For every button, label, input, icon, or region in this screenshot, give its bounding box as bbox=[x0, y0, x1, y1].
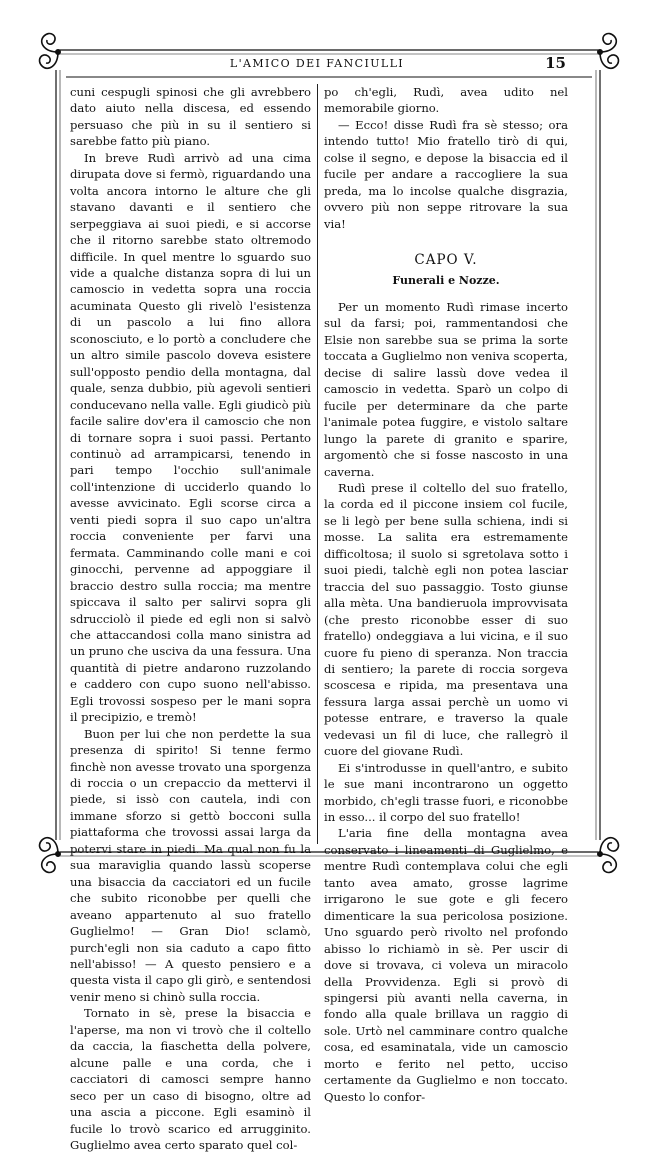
column-divider bbox=[317, 84, 318, 844]
corner-ornament-bottom-left bbox=[40, 838, 61, 873]
page-header bbox=[66, 55, 568, 75]
paragraph: Ei s'introdusse in quell'antro, e subito le sue mani incontrarono un oggetto morbido, ch'egli trasse fuori, e riconobbe in esso... il corpo del suo fratello! bbox=[324, 760, 568, 825]
paragraph: — Ecco! disse Rudì fra sè stesso; ora intendo tutto! Mio fratello tirò di qui, colse il segno, e depose la bisaccia ed il fucile per andare a raccogliere la sua preda, ma lo incolse qualche disgrazia, ovvero più non seppe ritrovare la sua via! bbox=[324, 117, 568, 231]
paragraph: po ch'egli, Rudì, avea udito nel memorabile giorno. bbox=[324, 85, 568, 116]
chapter-title: CAPO V. bbox=[414, 252, 478, 269]
paragraph: Buon per lui che non perdette la sua presenza di spirito! Si tenne fermo finchè non avesse trovato una sporgenza di roccia o un crepaccio da mettervi il piede, si issò con cautela, indi con immane sforzo si gettò bocconi sulla piattaforma che trovossi assai larga da potervi stare in piedi. Ma qual non fu la sua maraviglia quando lassù scoperse una bisaccia da cacciatori ed un fucile che subito riconobbe per quelli che aveano appartenuto al suo fratello Guglielmo! — Gran Dio! sclamò, purch'egli non sia caduto a capo fitto nell'abisso! — A questo pensiero e a questa vista il capo gli girò, e sentendosi venir meno si chinò sulla roccia. bbox=[70, 726, 311, 1004]
paragraph: Tornato in sè, prese la bisaccia e l'aperse, ma non vi trovò che il coltello da caccia, la fiaschetta della polvere, alcune palle e una corda, che i cacciatori di camosci sempre hanno seco per un caso di bisogno, oltre ad una ascia a piccone. Egli esaminò il fucile lo trovò scarico ed arrugginito. Guglielmo avea certo sparato quel col- bbox=[70, 1006, 311, 1152]
corner-ornament-top-right bbox=[598, 34, 619, 69]
paragraph: Per un momento Rudì rimase incerto sul da farsi; poi, rammentandosi che Elsie non sarebbe sua se prima la sorte toccata a Guglielmo non veniva scoperta, decise di salire lassù dove vedea il camoscio in vedetta. Sparò un colpo di fucile per determinare da che parte l'animale potea fuggire, e vistolo saltare lungo la parete di granito e sparire, argomentò che si fosse nascosto in una caverna. bbox=[324, 299, 568, 479]
paragraph: Rudì prese il coltello del suo fratello, la corda ed il piccone insiem col fucile, se li legò per bene sulla schiena, indi si mosse. La salita era estremamente difficoltosa; il suolo si sgretolava sotto i suoi piedi, talchè egli non potea lasciar traccia del suo passaggio. Tosto giunse alla mèta. Una bandieruola improvvisata (che presto riconobbe esser di suo fratello) ondeggiava a lui vicina, e il suo cuore fu pieno di speranza. Non traccia di sentiero; la parete di roccia sorgeva scoscesa e ripida, ma presentava una fessura larga assai perchè un uomo vi potesse entrare, e traverso la quale vedevasi un fil di luce, che rallegrò il cuore del giovane Rudì. bbox=[324, 480, 568, 759]
chapter-subtitle: Funerali e Nozze. bbox=[392, 273, 500, 287]
corner-ornament-bottom-right bbox=[598, 838, 619, 873]
running-head: L'AMICO DEI FANCIULLI bbox=[229, 57, 405, 70]
paragraph: cuni cespugli spinosi che gli avrebbero dato aiuto nella discesa, ed essendo persuaso che più in su il sentiero si sarebbe fatto più piano. bbox=[70, 85, 311, 149]
paragraph: L'aria fine della montagna avea conservato i lineamenti di Guglielmo, e mentre Rudì contemplava colui che egli tanto avea amato, grosse lagrime irrigarono le sue gote e gli fecero dimenticare la sua pericolosa posizione. Uno sguardo però rivolto nel profondo abisso lo richiamò in sè. Per uscir di dove si trovava, ci voleva un miracolo della Provvidenza. Egli si provò di spingersi più avanti nella caverna, in fondo alla quale brillava un raggio di sole. Urtò nel camminare contro qualche cosa, ed esaminatala, vide un camoscio morto e ferito nel petto, ucciso certamente da Guglielmo e non toccato. Questo lo confor- bbox=[324, 826, 568, 1104]
page-number: 15 bbox=[545, 54, 566, 72]
paragraph: In breve Rudì arrivò ad una cima dirupata dove si fermò, riguardando una volta ancora intorno le alture che gli stavano davanti e il sentiero che serpeggiava ai suoi piedi, e si accorse che il ritorno sarebbe stato oltremodo difficile. In quel mentre lo sguardo suo vide a qualche distanza sopra di lui un camoscio in vedetta sopra una roccia acuminata Questo gli rivelò l'esistenza di un pascolo a lui fino allora sconosciuto, e lo portò a concludere che un altro simile pascolo doveva esistere sull'opposto pendio della montagna, dal quale, senza dubbio, più agevoli sentieri conducevano nella valle. Egli giudicò più facile salire dov'era il camoscio che non di tornare sopra i suoi passi. Pertanto continuò ad arrampicarsi, tenendo in pari tempo l'occhio sull'animale coll'intenzione di ucciderlo quando lo avesse avvicinato. Egli scorse circa a venti piedi sopra il suo capo un'altra roccia conveniente per farvi una fermata. Camminando colle mani e coi ginocchi, pervenne ad appoggiare il braccio destro sulla roccia; ma mentre spiccava il salto per salirvi sopra gli sdrucciolò il piede ed egli non si salvò che attaccandosi colla mano sinistra ad un pruno che usciva da una fessura. Una quantità di pietre andarono ruzzolando e caddero con cupo suono nell'abisso. Egli trovossi sospeso per le mani sopra il precipizio, e tremò! bbox=[70, 150, 311, 725]
corner-ornament-top-left bbox=[40, 34, 61, 69]
right-column bbox=[324, 84, 568, 1105]
left-column bbox=[70, 84, 311, 1153]
